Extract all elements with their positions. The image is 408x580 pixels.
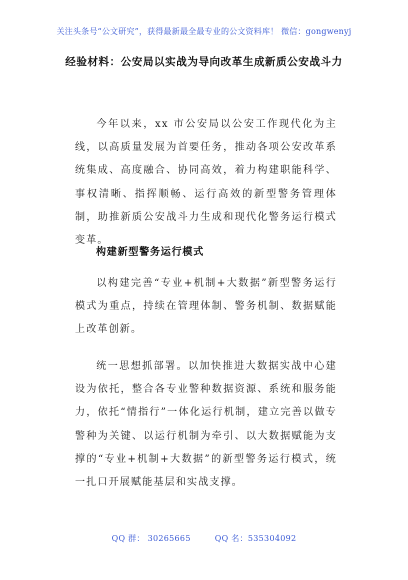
paragraph-intro (75, 113, 337, 252)
paragraph-focus (75, 272, 337, 342)
paragraph-intro-text: 今年以来，xx 市公安局以公安工作现代化为主线，以高质量发展为首要任务，推动各项公安改革系统集成、高度融合、协同高效，着力构建职能科学、事权清晰、指挥顺畅、运行高效的新型警务管理体制，助推新质公安战斗力生成和现代化警务运行模式变革。 (75, 119, 337, 247)
paragraph-deployment (75, 355, 337, 494)
header-banner: 关注头条号“公文研究”，获得最新最全最专业的公文资料库！ 微信：gongwenyj (56, 27, 352, 36)
section-heading: 构建新型警务运行模式 (96, 247, 204, 258)
paragraph-focus-text: 以构建完善“专业+机制+大数据”新型警务运行模式为重点，持续在管理体制、警务机制、数据赋能上改革创新。 (75, 278, 337, 336)
footer-qq-name: QQ 名：535304092 (214, 534, 297, 543)
footer-qq-group: QQ 群： 30265665 (111, 534, 191, 543)
footer (0, 533, 408, 544)
document-title: 经验材料：公安局以实战为导向改革生成新质公安战斗力 (65, 56, 343, 68)
paragraph-deployment-text: 统一思想抓部署。以加快推进大数据实战中心建设为依托，整合各专业警种数据资源、系统和服务能力，依托“情指行”一体化运行机制，建立完善以做专警种为关键、以运行机制为牵引、以大数据赋能为支撑的“专业+机制+大数据”的新型警务运行模式，统一扎口开展赋能基层和实战支撑。 (75, 361, 337, 489)
